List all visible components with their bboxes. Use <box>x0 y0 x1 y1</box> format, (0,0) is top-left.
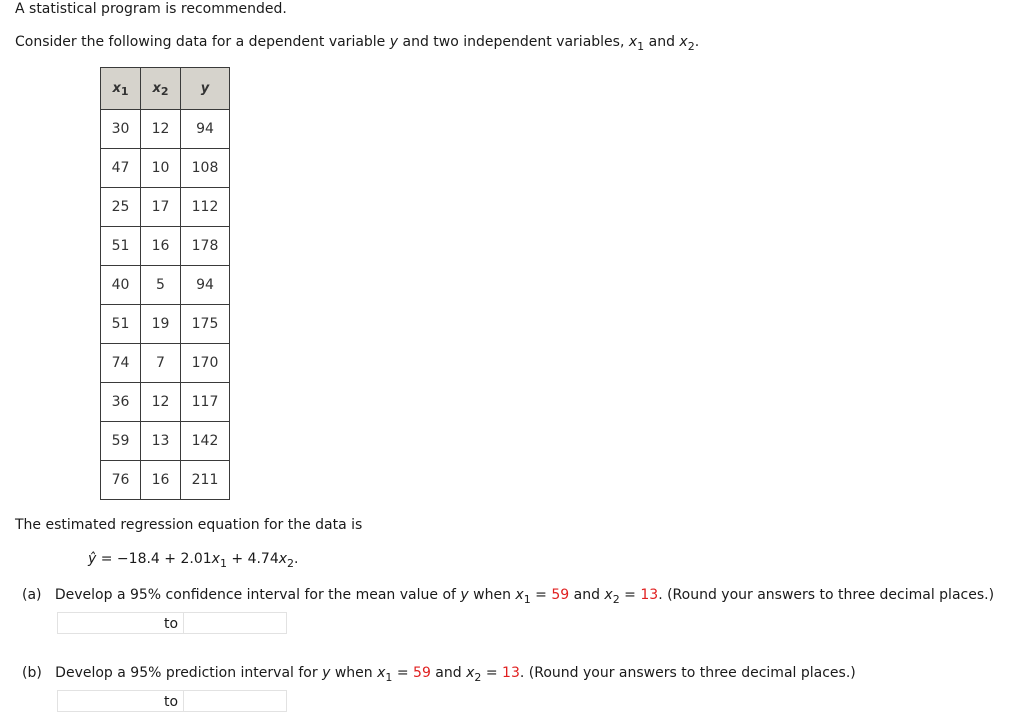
cell-y: 117 <box>181 383 230 422</box>
part-a-question <box>22 586 994 604</box>
cell-y: 94 <box>181 266 230 305</box>
part-a-label: (a) <box>22 587 42 603</box>
yhat-symbol: ŷ <box>88 551 97 567</box>
part-b-x1: x <box>377 665 386 681</box>
cell-x2: 19 <box>141 305 181 344</box>
cell-y: 211 <box>181 461 230 500</box>
equation-part1: = −18.4 + 2.01 <box>96 551 212 567</box>
header-y: y <box>181 68 230 110</box>
part-b-x2: x <box>466 665 475 681</box>
part-b-to-label: to <box>164 694 179 710</box>
intro-middle: and two independent variables, <box>398 34 629 50</box>
part-a-x1: x <box>515 587 524 603</box>
equation-x1: x <box>211 551 220 567</box>
cell-x2: 12 <box>141 383 181 422</box>
cell-x2: 5 <box>141 266 181 305</box>
table-header-row <box>101 68 230 110</box>
intro-sub1: 1 <box>637 40 645 53</box>
part-b-label: (b) <box>22 665 42 681</box>
data-table <box>100 67 230 500</box>
part-b-question <box>22 664 856 682</box>
part-b-upper-input[interactable] <box>183 690 287 712</box>
cell-x1: 25 <box>101 188 141 227</box>
cell-y: 170 <box>181 344 230 383</box>
cell-y: 178 <box>181 227 230 266</box>
part-a-sub1: 1 <box>523 593 531 606</box>
table-row <box>101 344 230 383</box>
part-a-sub2: 2 <box>612 593 620 606</box>
part-b-val2: 13 <box>502 665 520 681</box>
part-a-val2: 13 <box>640 587 659 603</box>
intro-var-y: y <box>389 34 399 50</box>
intro-text <box>15 33 699 51</box>
intro-and: and <box>644 34 680 50</box>
cell-x1: 76 <box>101 461 141 500</box>
cell-x1: 30 <box>101 110 141 149</box>
part-b-sub2: 2 <box>474 671 482 684</box>
cell-x1: 51 <box>101 227 141 266</box>
part-a-y: y <box>460 587 469 603</box>
cell-x2: 17 <box>141 188 181 227</box>
equation-sub2: 2 <box>287 557 295 570</box>
part-b-text1: Develop a 95% prediction interval for <box>55 665 323 681</box>
cell-x1: 36 <box>101 383 141 422</box>
intro-prefix: Consider the following data for a dependent variable <box>15 34 390 50</box>
equation-sub1: 1 <box>219 557 227 570</box>
cell-y: 94 <box>181 110 230 149</box>
cell-x1: 47 <box>101 149 141 188</box>
cell-x2: 10 <box>141 149 181 188</box>
regression-equation <box>88 550 299 568</box>
part-a-eq1: = <box>530 587 552 603</box>
header-x1: $x_1$ <box>101 68 141 110</box>
equation-end: . <box>294 551 299 567</box>
table-row <box>101 149 230 188</box>
cell-x1: 59 <box>101 422 141 461</box>
part-b-suffix: . (Round your answers to three decimal places.) <box>519 665 856 681</box>
part-b-val1: 59 <box>413 665 431 681</box>
intro-var-x1: x <box>628 34 638 50</box>
part-a-text2: when <box>468 587 516 603</box>
cell-x2: 16 <box>141 227 181 266</box>
part-a-and: and <box>569 587 605 603</box>
cell-x2: 13 <box>141 422 181 461</box>
part-a-eq2: = <box>619 587 641 603</box>
table-row <box>101 266 230 305</box>
table-row <box>101 422 230 461</box>
intro-sub2: 2 <box>687 40 695 53</box>
cell-x1: 74 <box>101 344 141 383</box>
cell-y: 112 <box>181 188 230 227</box>
table-row <box>101 383 230 422</box>
equation-x2: x <box>278 551 288 567</box>
part-b-y: y <box>322 665 331 681</box>
part-a-upper-input[interactable] <box>183 612 287 634</box>
part-b-and: and <box>430 665 467 681</box>
table-row <box>101 461 230 500</box>
part-b-text2: when <box>330 665 378 681</box>
part-b-eq2: = <box>481 665 503 681</box>
table-row <box>101 188 230 227</box>
cell-x2: 7 <box>141 344 181 383</box>
part-a-x2: x <box>604 587 613 603</box>
part-b-eq1: = <box>392 665 414 681</box>
recommendation-text: A statistical program is recommended. <box>15 1 287 17</box>
part-b-sub1: 1 <box>385 671 393 684</box>
intro-var-x2: x <box>679 34 688 50</box>
equation-part2: + 4.74 <box>226 551 279 567</box>
intro-end: . <box>694 34 700 50</box>
cell-y: 108 <box>181 149 230 188</box>
part-a-to-label: to <box>164 616 179 632</box>
cell-x2: 16 <box>141 461 181 500</box>
part-a-val1: 59 <box>551 587 570 603</box>
part-a-text1: Develop a 95% confidence interval for the mean value of <box>54 587 461 603</box>
cell-x2: 12 <box>141 110 181 149</box>
table-row <box>101 227 230 266</box>
cell-y: 175 <box>181 305 230 344</box>
table-row <box>101 110 230 149</box>
header-x2: $x_2$ <box>141 68 181 110</box>
cell-x1: 51 <box>101 305 141 344</box>
table-row <box>101 305 230 344</box>
part-a-suffix: . (Round your answers to three decimal places.) <box>658 587 995 603</box>
equation-lead: The estimated regression equation for the data is <box>15 517 363 533</box>
cell-x1: 40 <box>101 266 141 305</box>
cell-y: 142 <box>181 422 230 461</box>
